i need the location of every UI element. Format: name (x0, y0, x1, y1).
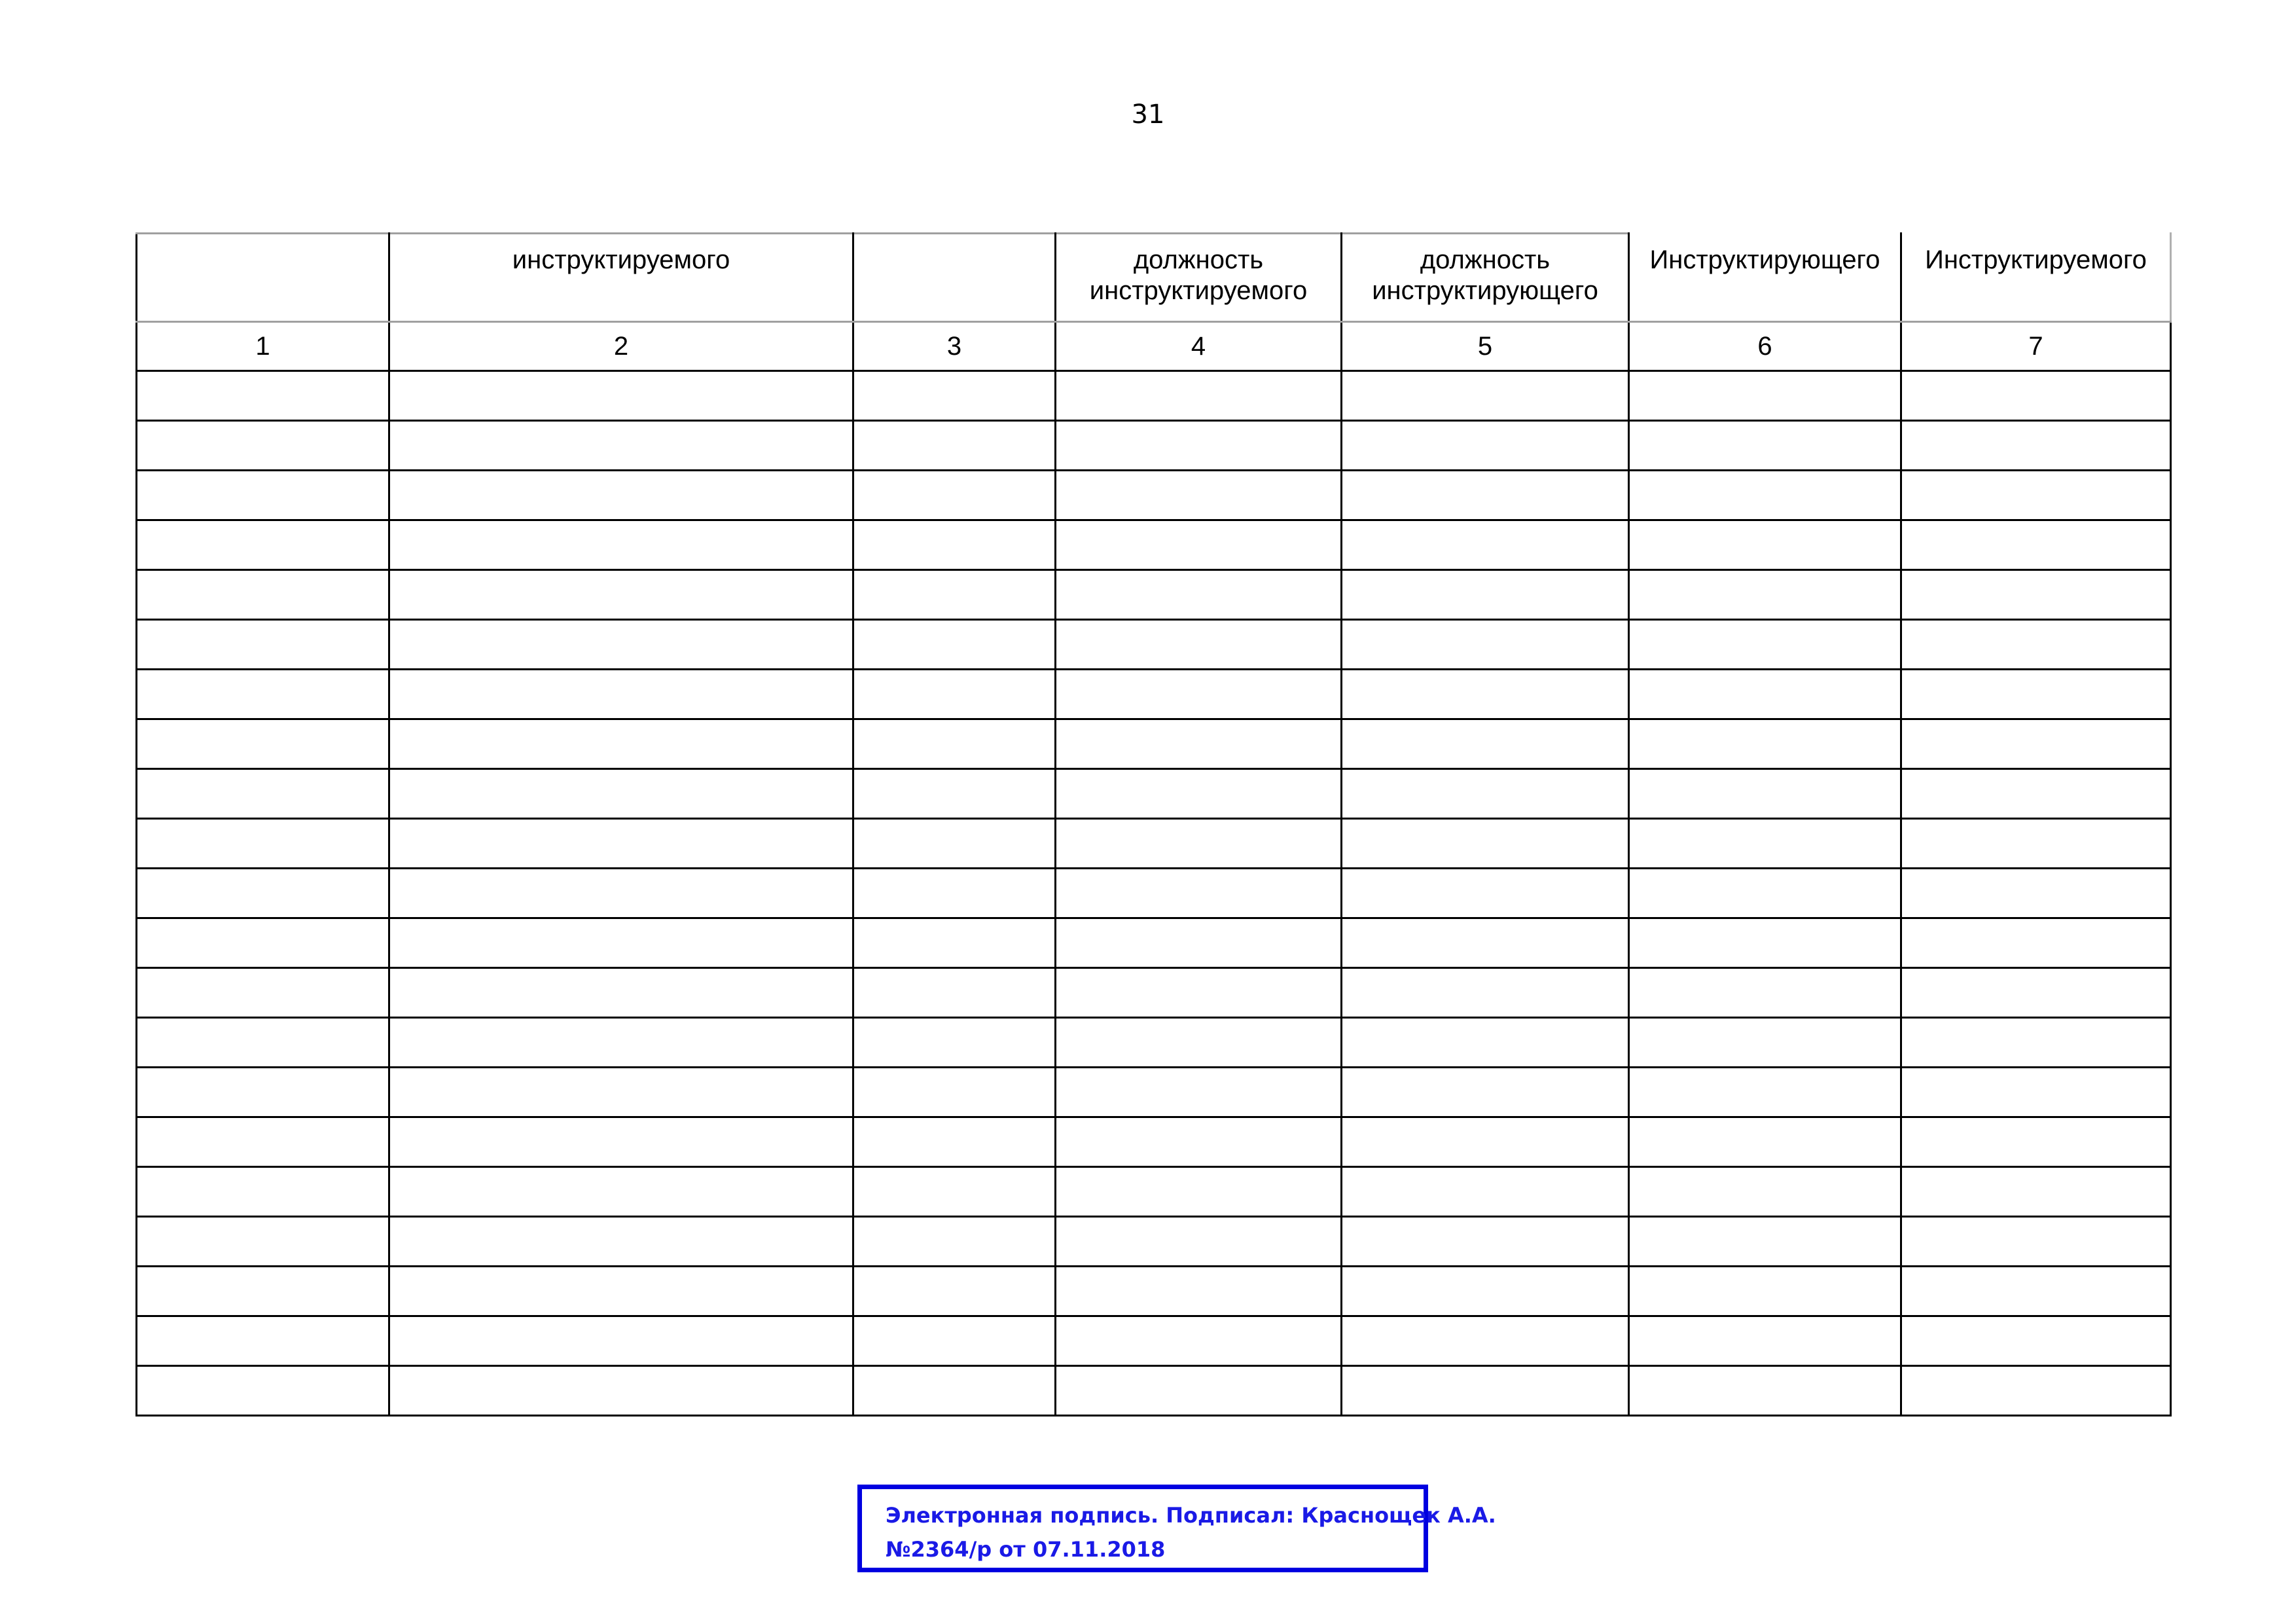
table-cell (1056, 1217, 1342, 1267)
table-cell (389, 869, 853, 918)
table-cell (1342, 769, 1629, 819)
table-cell (1629, 1167, 1901, 1217)
table-cell (1901, 471, 2171, 520)
table-cell (1056, 620, 1342, 670)
table-cell (1629, 670, 1901, 719)
table-cell (853, 918, 1056, 968)
column-number-cell: 3 (853, 322, 1056, 371)
table-cell (1342, 1117, 1629, 1167)
table-cell (1901, 421, 2171, 471)
table-row (137, 719, 2171, 769)
table-cell (1629, 918, 1901, 968)
table-cell (137, 1068, 389, 1117)
table-cell (1901, 968, 2171, 1018)
table-cell (389, 570, 853, 620)
table-cell (853, 1018, 1056, 1068)
table-cell (853, 421, 1056, 471)
table-cell (1629, 1366, 1901, 1416)
table-cell (389, 1068, 853, 1117)
table-cell (1342, 819, 1629, 869)
table-cell (1342, 371, 1629, 421)
table-cell (853, 869, 1056, 918)
table-cell (137, 1316, 389, 1366)
table-cell (1056, 769, 1342, 819)
table-cell (137, 421, 389, 471)
header-cell-4: должность инструктируемого (1056, 234, 1342, 322)
table-cell (137, 570, 389, 620)
table-cell (389, 719, 853, 769)
table-cell (137, 1366, 389, 1416)
column-number-cell: 6 (1629, 322, 1901, 371)
table-cell (1629, 1267, 1901, 1316)
table-row (137, 620, 2171, 670)
table-cell (1629, 769, 1901, 819)
table-cell (1056, 1267, 1342, 1316)
table-cell (1056, 1068, 1342, 1117)
table-cell (1629, 371, 1901, 421)
table-row (137, 670, 2171, 719)
column-number-cell: 7 (1901, 322, 2171, 371)
table-cell (853, 1217, 1056, 1267)
table-cell (389, 620, 853, 670)
table-cell (1901, 1167, 2171, 1217)
table-cell (853, 520, 1056, 570)
table-cell (137, 670, 389, 719)
table-cell (1901, 1217, 2171, 1267)
table-row (137, 1267, 2171, 1316)
table-cell (389, 819, 853, 869)
table-row (137, 918, 2171, 968)
table-row (137, 371, 2171, 421)
table-cell (389, 1018, 853, 1068)
table-row (137, 570, 2171, 620)
table-cell (853, 719, 1056, 769)
table-cell (137, 371, 389, 421)
table-cell (389, 1217, 853, 1267)
header-cell-2: инструктируемого (389, 234, 853, 322)
table-cell (1342, 968, 1629, 1018)
table-cell (1056, 670, 1342, 719)
table-cell (853, 1366, 1056, 1416)
table-cell (1342, 1167, 1629, 1217)
table-cell (853, 471, 1056, 520)
table-cell (1629, 719, 1901, 769)
table-cell (389, 918, 853, 968)
table-cell (1901, 620, 2171, 670)
table-cell (1629, 471, 1901, 520)
table-cell (137, 1167, 389, 1217)
header-cell-7: Инструктируемого (1901, 234, 2171, 322)
table-cell (389, 371, 853, 421)
table-cell (1629, 570, 1901, 620)
table-cell (853, 670, 1056, 719)
table-cell (1629, 1018, 1901, 1068)
table-cell (1629, 1217, 1901, 1267)
table-cell (1342, 620, 1629, 670)
table-cell (1056, 1167, 1342, 1217)
table-cell (1901, 1267, 2171, 1316)
table-cell (853, 1068, 1056, 1117)
table-cell (1056, 968, 1342, 1018)
table-cell (1342, 869, 1629, 918)
table-row (137, 968, 2171, 1018)
table-cell (1901, 869, 2171, 918)
table-cell (1629, 1068, 1901, 1117)
table-cell (1056, 1117, 1342, 1167)
table-cell (1056, 1366, 1342, 1416)
table-cell (1056, 520, 1342, 570)
column-number-cell: 5 (1342, 322, 1629, 371)
table-cell (1342, 719, 1629, 769)
table-cell (1629, 421, 1901, 471)
table-cell (853, 1267, 1056, 1316)
table-cell (853, 769, 1056, 819)
table-cell (137, 620, 389, 670)
column-number-cell: 2 (389, 322, 853, 371)
table-cell (1056, 371, 1342, 421)
table-row (137, 819, 2171, 869)
table-cell (1629, 620, 1901, 670)
journal-table-container (135, 232, 2170, 1416)
table-row (137, 1068, 2171, 1117)
table-cell (137, 1117, 389, 1167)
header-cell-3 (853, 234, 1056, 322)
table-cell (1901, 570, 2171, 620)
table-row (137, 1117, 2171, 1167)
table-cell (1901, 371, 2171, 421)
table-cell (1056, 1316, 1342, 1366)
table-cell (389, 1316, 853, 1366)
table-cell (1901, 520, 2171, 570)
table-row (137, 1366, 2171, 1416)
table-cell (1901, 719, 2171, 769)
table-cell (1901, 670, 2171, 719)
table-cell (853, 819, 1056, 869)
table-row (137, 421, 2171, 471)
table-cell (389, 471, 853, 520)
table-cell (1056, 869, 1342, 918)
table-cell (853, 570, 1056, 620)
table-cell (853, 1316, 1056, 1366)
table-cell (1056, 1018, 1342, 1068)
table-cell (137, 471, 389, 520)
table-cell (137, 520, 389, 570)
table-cell (1901, 1018, 2171, 1068)
table-cell (1901, 1068, 2171, 1117)
table-cell (1056, 719, 1342, 769)
table-cell (1901, 1117, 2171, 1167)
table-cell (1342, 471, 1629, 520)
table-cell (1056, 570, 1342, 620)
table-row (137, 869, 2171, 918)
header-cell-6: Инструктирующего (1629, 234, 1901, 322)
page-number: 31 (1131, 99, 1165, 130)
table-cell (1342, 1316, 1629, 1366)
table-cell (1901, 819, 2171, 869)
table-row (137, 1167, 2171, 1217)
table-cell (1629, 819, 1901, 869)
table-row (137, 1316, 2171, 1366)
column-number-cell: 1 (137, 322, 389, 371)
table-row (137, 471, 2171, 520)
table-cell (389, 1267, 853, 1316)
table-cell (137, 968, 389, 1018)
table-cell (137, 1217, 389, 1267)
table-cell (389, 670, 853, 719)
table-cell (137, 819, 389, 869)
table-cell (1056, 918, 1342, 968)
table-cell (1342, 1068, 1629, 1117)
table-cell (853, 1167, 1056, 1217)
signature-line-2: №2364/р от 07.11.2018 (886, 1537, 1166, 1562)
table-cell (389, 1167, 853, 1217)
table-cell (389, 1366, 853, 1416)
header-cell-1 (137, 234, 389, 322)
signature-line-1: Электронная подпись. Подписал: Краснощек А.А. (886, 1503, 1496, 1528)
table-cell (1342, 1267, 1629, 1316)
electronic-signature-stamp (857, 1485, 1496, 1572)
table-cell (1342, 1217, 1629, 1267)
column-number-cell: 4 (1056, 322, 1342, 371)
table-cell (853, 968, 1056, 1018)
table-cell (389, 968, 853, 1018)
table-cell (1342, 1018, 1629, 1068)
table-cell (137, 769, 389, 819)
column-number-row (137, 322, 2171, 371)
table-cell (137, 719, 389, 769)
table-cell (137, 918, 389, 968)
table-cell (853, 620, 1056, 670)
table-cell (1629, 1316, 1901, 1366)
table-cell (1056, 471, 1342, 520)
table-cell (137, 869, 389, 918)
table-cell (1901, 769, 2171, 819)
table-header-row (137, 234, 2171, 322)
table-cell (1342, 570, 1629, 620)
table-cell (389, 1117, 853, 1167)
table-cell (1629, 869, 1901, 918)
table-cell (1056, 819, 1342, 869)
table-cell (1342, 421, 1629, 471)
header-cell-5: должность инструктирующего (1342, 234, 1629, 322)
table-cell (389, 769, 853, 819)
table-cell (1342, 520, 1629, 570)
table-cell (853, 371, 1056, 421)
table-cell (1901, 1316, 2171, 1366)
table-cell (389, 421, 853, 471)
table-cell (1056, 421, 1342, 471)
table-cell (1901, 1366, 2171, 1416)
table-cell (1629, 1117, 1901, 1167)
table-cell (137, 1018, 389, 1068)
table-cell (1342, 918, 1629, 968)
journal-table (135, 232, 2172, 1416)
table-cell (1629, 520, 1901, 570)
table-cell (853, 1117, 1056, 1167)
table-row (137, 520, 2171, 570)
table-row (137, 1217, 2171, 1267)
table-cell (1629, 968, 1901, 1018)
table-cell (1342, 1366, 1629, 1416)
table-cell (1901, 918, 2171, 968)
table-row (137, 769, 2171, 819)
table-cell (389, 520, 853, 570)
table-row (137, 1018, 2171, 1068)
table-cell (1342, 670, 1629, 719)
table-cell (137, 1267, 389, 1316)
